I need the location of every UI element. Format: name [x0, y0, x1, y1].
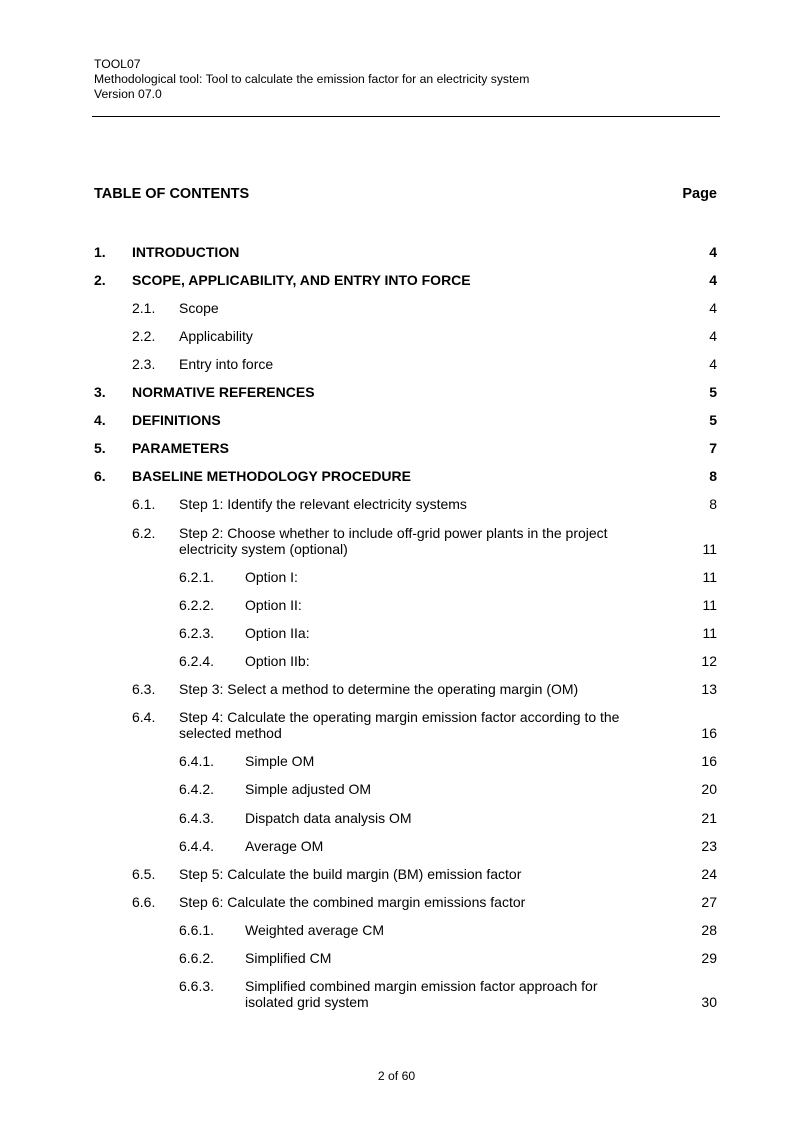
doc-code: TOOL07: [94, 57, 141, 71]
doc-title: Methodological tool: Tool to calculate the emission factor for an electricity system: [94, 72, 530, 86]
toc-page-heading: Page: [682, 186, 717, 202]
toc-entry-number: 6.4.2.: [179, 781, 215, 797]
toc-entry-title: isolated grid system: [245, 994, 640, 1012]
toc-entry-page: 27: [701, 894, 717, 910]
toc-entry-page: 24: [701, 866, 717, 882]
toc-entry-title: Scope: [179, 300, 640, 318]
toc-entry-number: 6.5.: [132, 866, 156, 882]
toc-entry-page: 16: [701, 753, 717, 769]
toc-entry-title-line1: Step 4: Calculate the operating margin emission factor according to the: [179, 709, 620, 725]
toc-entry-page: 11: [702, 625, 717, 641]
toc-entry-page: 23: [701, 838, 717, 854]
toc-entry-title: Simple OM: [245, 753, 640, 771]
toc-entry-number: 6.: [94, 468, 106, 484]
toc-entry-title: Dispatch data analysis OM: [245, 810, 640, 828]
toc-entry-number: 4.: [94, 412, 106, 428]
toc-entry-page: 13: [701, 681, 717, 697]
toc-entry-page: 4: [709, 244, 717, 260]
toc-entry-page: 11: [702, 541, 717, 557]
toc-entry-title: Simple adjusted OM: [245, 781, 640, 799]
toc-heading: TABLE OF CONTENTS: [94, 186, 250, 202]
toc-entry-page: 12: [701, 653, 717, 669]
toc-entry-title: PARAMETERS: [132, 440, 640, 458]
dot-leader: [179, 314, 640, 315]
toc-entry-title: Step 5: Calculate the build margin (BM) emission factor: [179, 866, 640, 884]
toc-entry-page: 4: [709, 272, 717, 288]
toc-entry-page: 16: [701, 725, 717, 741]
toc-entry-number: 6.2.: [132, 525, 156, 541]
toc-entry-title: SCOPE, APPLICABILITY, AND ENTRY INTO FORCE: [132, 272, 640, 290]
toc-entry-number: 2.3.: [132, 356, 156, 372]
toc-entry-page: 29: [701, 950, 717, 966]
toc-entry-number: 6.3.: [132, 681, 156, 697]
toc-entry-page: 4: [709, 328, 717, 344]
toc-entry-number: 6.2.2.: [179, 597, 215, 613]
dot-leader: [245, 611, 640, 612]
toc-entry-title: Option IIa:: [245, 625, 640, 643]
toc-entry-number: 6.6.: [132, 894, 156, 910]
toc-entry-page: 11: [702, 569, 717, 585]
running-header: [94, 57, 529, 102]
toc-entry-page: 7: [709, 440, 717, 456]
toc-entry-number: 5.: [94, 440, 106, 456]
toc-entry-page: 5: [709, 384, 717, 400]
toc-entry-number: 2.2.: [132, 328, 156, 344]
toc-entry-page: 11: [702, 597, 717, 613]
toc-entry-page: 21: [701, 810, 717, 826]
toc-entry-page: 28: [701, 922, 717, 938]
toc-entry-number: 6.4.3.: [179, 810, 215, 826]
toc-entry-title: Weighted average CM: [245, 922, 640, 940]
toc-entry-page: 8: [709, 468, 717, 484]
toc-entry-title-line1: Simplified combined margin emission factor approach for: [245, 978, 598, 994]
toc-entry-number: 6.4.1.: [179, 753, 215, 769]
toc-entry-title: DEFINITIONS: [132, 412, 640, 430]
toc-entry-title: Simplified CM: [245, 950, 640, 968]
toc-entry-title: Entry into force: [179, 356, 640, 374]
toc-entry-title: Step 6: Calculate the combined margin emissions factor: [179, 894, 640, 912]
toc-entry-title: Step 1: Identify the relevant electricity systems: [179, 496, 640, 514]
toc-entry-page: 8: [709, 496, 717, 512]
toc-entry-title: Option IIb:: [245, 653, 640, 671]
toc-entry-number: 6.4.: [132, 709, 156, 725]
toc-entry-number: 6.1.: [132, 496, 156, 512]
toc-entry-page: 5: [709, 412, 717, 428]
toc-entry-number: 6.2.1.: [179, 569, 215, 585]
toc-entry-number: 6.2.4.: [179, 653, 215, 669]
toc-entry-title: Option I:: [245, 569, 640, 587]
header-divider: [92, 116, 720, 117]
toc-entry-title: BASELINE METHODOLOGY PROCEDURE: [132, 468, 640, 486]
toc-entry-title-line1: Step 2: Choose whether to include off-grid power plants in the project: [179, 525, 608, 541]
toc-entry-title: electricity system (optional): [179, 541, 640, 559]
doc-version: Version 07.0: [94, 87, 162, 101]
toc-entry-title: NORMATIVE REFERENCES: [132, 384, 640, 402]
toc-entry-number: 1.: [94, 244, 106, 260]
toc-entry-number: 6.6.3.: [179, 978, 215, 994]
toc-entry-number: 6.4.4.: [179, 838, 215, 854]
dot-leader: [245, 583, 640, 584]
toc-entry-number: 2.: [94, 272, 106, 288]
toc-entry-title: selected method: [179, 725, 640, 743]
page-indicator: 2 of 60: [377, 1069, 416, 1083]
toc-entry-page: 4: [709, 356, 717, 372]
toc-entry-page: 4: [709, 300, 717, 316]
toc-entry-title: Average OM: [245, 838, 640, 856]
toc-entry-number: 6.2.3.: [179, 625, 215, 641]
toc-entry-number: 3.: [94, 384, 106, 400]
toc-entry-page: 20: [701, 781, 717, 797]
toc-entry-page: 30: [701, 994, 717, 1010]
toc-entry-number: 6.6.1.: [179, 922, 215, 938]
toc-entry-number: 2.1.: [132, 300, 156, 316]
toc-entry-title: INTRODUCTION: [132, 244, 640, 262]
toc-entry-title: Option II:: [245, 597, 640, 615]
toc-entry-number: 6.6.2.: [179, 950, 215, 966]
toc-entry-title: Step 3: Select a method to determine the operating margin (OM): [179, 681, 640, 699]
toc-entry-title: Applicability: [179, 328, 640, 346]
